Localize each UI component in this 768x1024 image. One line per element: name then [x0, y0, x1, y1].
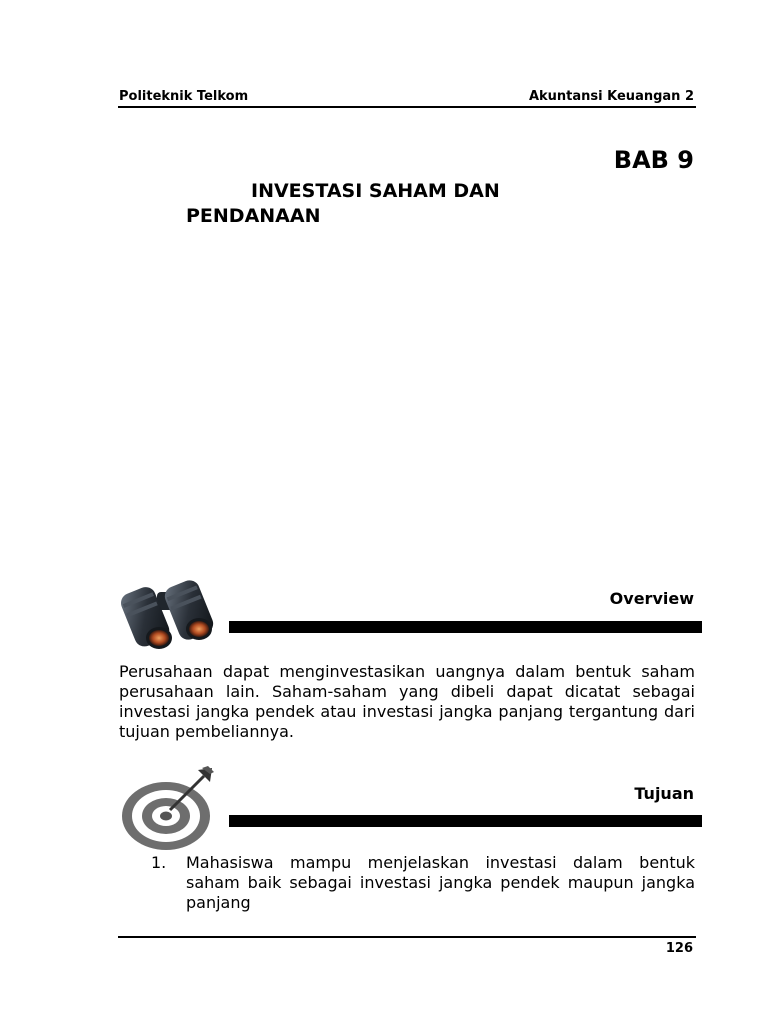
page-number: 126 [665, 941, 693, 956]
objective-text: Mahasiswa mampu menjelaskan investasi dalam bentuk saham baik sebagai investasi jangka pendek maupun jangka panjang [186, 853, 695, 912]
chapter-title-line1: INVESTASI SAHAM DAN [251, 180, 500, 202]
header-institution: Politeknik Telkom [119, 89, 249, 104]
overview-paragraph: Perusahaan dapat menginvestasikan uangnya dalam bentuk saham perusahaan lain. Saham-saham yang dibeli dapat dicatat sebagai investasi jangka pendek atau investasi jangka panjang tergantung dari tujuan pembeliannya. [119, 662, 695, 741]
target-icon [118, 764, 218, 852]
tujuan-bar [229, 815, 702, 827]
header-rule [118, 106, 696, 108]
header-course: Akuntansi Keuangan 2 [528, 89, 694, 104]
objective-number: 1. [151, 853, 167, 872]
footer-rule [118, 936, 696, 938]
overview-heading: Overview [609, 589, 694, 608]
overview-bar [229, 621, 702, 633]
binoculars-icon [119, 574, 219, 654]
tujuan-heading: Tujuan [634, 784, 694, 803]
chapter-title-line2: PENDANAAN [186, 205, 321, 227]
chapter-number: BAB 9 [613, 146, 694, 174]
